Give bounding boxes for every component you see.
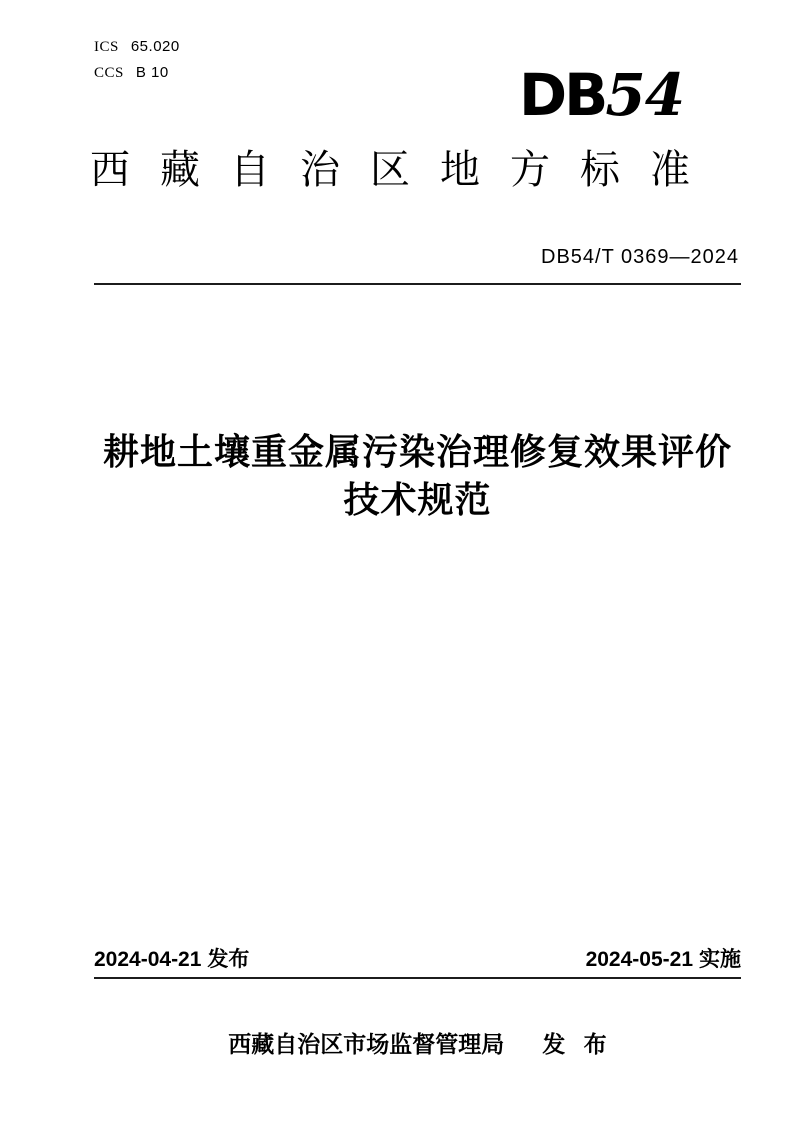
doc-title <box>94 428 741 524</box>
dates-row <box>94 947 741 973</box>
db54-logo-letters: DB <box>519 61 606 129</box>
publish-label: 发 布 <box>542 1031 607 1057</box>
ccs-value: B 10 <box>135 64 169 81</box>
db54-logo-digits: 54 <box>605 61 685 129</box>
publisher-name: 西藏自治区市场监督管理局 <box>228 1031 505 1057</box>
classification-codes <box>94 34 180 86</box>
implementation-label: 实施 <box>699 948 741 971</box>
implementation-date: 2024-05-21 <box>585 948 693 971</box>
header-rule <box>94 283 741 285</box>
ccs-code <box>94 60 180 86</box>
publisher-line <box>94 1030 741 1058</box>
ics-code <box>94 34 180 60</box>
footer-rule <box>94 977 741 979</box>
ics-value: 65.020 <box>130 38 180 55</box>
doc-title-line2: 技术规范 <box>343 479 492 520</box>
doc-number: DB54/T 0369—2024 <box>541 246 739 268</box>
issue-label: 发布 <box>207 948 250 971</box>
db54-logo <box>519 61 685 140</box>
doc-title-line1: 耕地土壤重金属污染治理修复效果评价 <box>102 431 732 472</box>
standard-type-heading: 西藏自治区地方标准 <box>90 148 720 192</box>
implementation-date-line <box>586 947 741 973</box>
issue-date-line <box>94 947 249 973</box>
ccs-label: CCS <box>94 65 124 81</box>
ics-label: ICS <box>94 39 119 55</box>
issue-date: 2024-04-21 <box>94 948 202 971</box>
